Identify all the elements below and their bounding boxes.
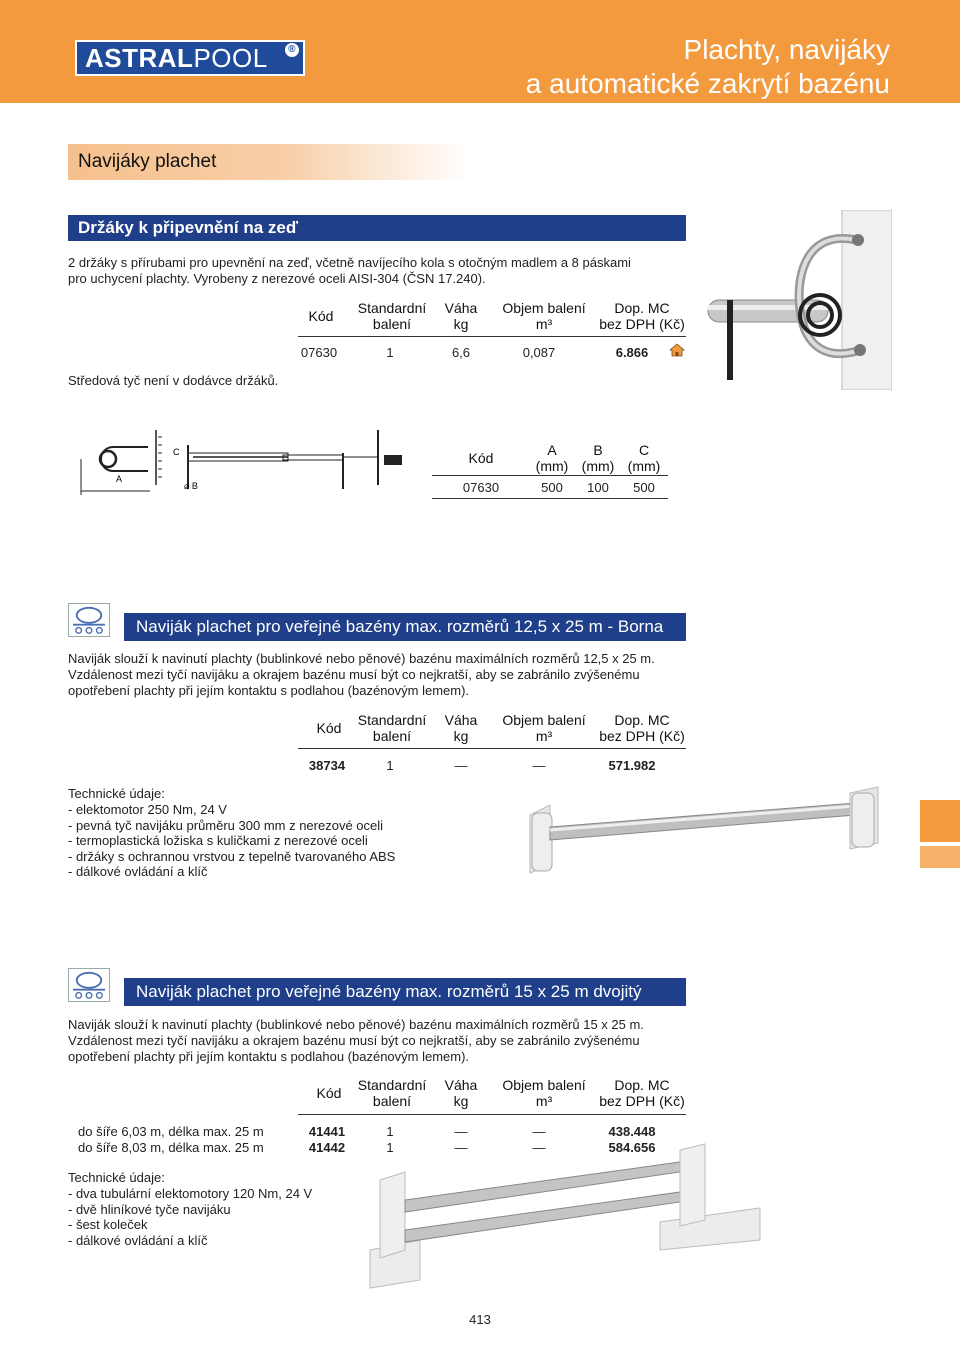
- s1-th-objem: [494, 300, 594, 332]
- s1-th-objem-2: m³: [535, 316, 553, 332]
- s1-td-std: 1: [386, 345, 394, 360]
- s2-th-objem: [494, 712, 594, 744]
- s1-dim-divider: [432, 475, 668, 476]
- reel-photo: [510, 785, 890, 880]
- s2-th-kod: Kód: [316, 720, 342, 736]
- s1-title-bar: Držáky k připevnění na zeď: [68, 215, 686, 241]
- s3-th-std-2: balení: [372, 1093, 412, 1109]
- s2-th-dop-2: bez DPH (Kč): [599, 728, 685, 744]
- s1-th-vaha-1: Váha: [444, 300, 478, 316]
- wall-bracket-photo: [700, 210, 892, 390]
- s1-th-std: [350, 300, 434, 332]
- s2-th-vaha: [436, 712, 486, 744]
- dim-label-a: A: [116, 474, 123, 484]
- s1-dim-th-b-1: B: [593, 442, 603, 458]
- s1-note: Středová tyč není v dodávce držáků.: [68, 373, 279, 388]
- s3-th-objem-2: m³: [535, 1093, 553, 1109]
- s2-th-vaha-2: kg: [453, 728, 469, 744]
- s2-th-std: [350, 712, 434, 744]
- s3-th-vaha: [436, 1077, 486, 1109]
- s3-td-vaha: —: [454, 1124, 468, 1139]
- dim-label-b: ⌀ B: [184, 481, 198, 491]
- s3-th-vaha-2: kg: [453, 1093, 469, 1109]
- s3-row-label: do šíře 6,03 m, délka max. 25 m: [78, 1124, 264, 1139]
- s1-dim-td-a: 500: [541, 480, 563, 495]
- s1-dim-th-a-1: A: [547, 442, 557, 458]
- page-title-line-2: a automatické zakrytí bazénu: [525, 68, 890, 99]
- s1-td-vaha: 6,6: [451, 345, 471, 360]
- s3-th-std-1: Standardní: [357, 1077, 427, 1093]
- astralpool-logo: [75, 40, 305, 76]
- s1-th-vaha-2: kg: [453, 316, 469, 332]
- s3-th-std: [350, 1077, 434, 1109]
- s3-th-dop: [594, 1077, 690, 1109]
- s1-dim-bottom-line: [432, 498, 668, 499]
- logo-text-2: POOL: [193, 43, 268, 73]
- s1-desc-line-1: 2 držáky s přírubami pro upevnění na zeď, včetně navíjecího kola s otočným madlem a 8 páskami: [68, 255, 631, 270]
- s3-th-dop-1: Dop. MC: [614, 1077, 670, 1093]
- s1-th-kod: Kód: [308, 308, 334, 324]
- s3-td-objem: —: [532, 1140, 546, 1155]
- s1-dim-th-b-2: (mm): [581, 458, 615, 474]
- s1-th-std-2: balení: [372, 316, 412, 332]
- s3-td-objem: —: [532, 1124, 546, 1139]
- s1-dim-td-b: 100: [587, 480, 609, 495]
- s1-dim-td-kod: 07630: [462, 480, 500, 495]
- s3-tech-item: - dva tubulární elektomotory 120 Nm, 24 V: [68, 1186, 313, 1201]
- s2-td-objem: —: [532, 758, 546, 773]
- s1-dim-td-c: 500: [633, 480, 655, 495]
- s3-th-kod: Kód: [316, 1085, 342, 1101]
- pool-cover-icon: [68, 603, 110, 637]
- s2-table-divider: [298, 748, 686, 749]
- s1-description: [68, 255, 688, 287]
- s2-th-std-1: Standardní: [357, 712, 427, 728]
- s2-title-bar: Naviják plachet pro veřejné bazény max. rozměrů 12,5 x 25 m - Borna: [124, 613, 686, 641]
- s2-tech-item: - termoplastická ložiska s kuličkami z nerezové oceli: [68, 833, 368, 848]
- s2-td-std: 1: [386, 758, 394, 773]
- registered-icon: ®: [285, 43, 299, 57]
- s2-tech-item: - elektomotor 250 Nm, 24 V: [68, 802, 227, 817]
- s2-td-price: 571.982: [608, 758, 656, 773]
- s3-td-vaha: —: [454, 1140, 468, 1155]
- s3-tech-item: - dvě hliníkové tyče navijáku: [68, 1201, 231, 1217]
- s3-th-objem: [494, 1077, 594, 1109]
- dim-label-c: C: [173, 447, 180, 457]
- s2-desc-line-3: opotřebení plachty při jejím kontaktu s podlahou (bazénovým lemem).: [68, 683, 470, 698]
- s3-td-kod: 41442: [308, 1140, 346, 1155]
- s3-row-label: do šíře 8,03 m, délka max. 25 m: [78, 1140, 264, 1155]
- s1-td-kod: 07630: [300, 345, 338, 360]
- dimension-drawing: [78, 425, 408, 497]
- s2-description: [68, 651, 688, 699]
- s3-th-objem-1: Objem balení: [502, 1077, 586, 1093]
- s2-td-vaha: —: [454, 758, 468, 773]
- s3-td-price: 438.448: [608, 1124, 656, 1139]
- s1-th-dop-1: Dop. MC: [614, 300, 670, 316]
- s3-td-std: 1: [386, 1124, 394, 1139]
- s2-th-objem-1: Objem balení: [502, 712, 586, 728]
- s1-table-divider: [298, 336, 686, 337]
- side-tab-orange-light: [920, 846, 960, 868]
- page-title-line-1: Plachty, navijáky: [683, 34, 890, 65]
- s2-th-dop: [594, 712, 690, 744]
- s1-th-vaha: [436, 300, 486, 332]
- pool-cover-icon: [68, 968, 110, 1002]
- s2-th-dop-1: Dop. MC: [614, 712, 670, 728]
- s3-tech-title: Technické údaje:: [68, 1170, 165, 1185]
- s3-desc-line-2: Vzdálenost mezi tyčí navijáku a okrajem bazénu musí být co nejkratší, aby se zabránilo zvýšenému: [68, 1033, 640, 1048]
- s3-title-bar: Naviják plachet pro veřejné bazény max. rozměrů 15 x 25 m dvojitý: [124, 978, 686, 1006]
- s1-th-dop: [594, 300, 690, 332]
- s2-tech-item: - dálkové ovládání a klíč: [68, 864, 208, 879]
- page-title: [526, 33, 890, 101]
- s1-dim-th-c-2: (mm): [627, 458, 661, 474]
- s1-dim-th-b: [574, 442, 622, 474]
- s2-tech-item: - pevná tyč navijáku průměru 300 mm z nerezové oceli: [68, 817, 384, 833]
- s1-th-objem-1: Objem balení: [502, 300, 586, 316]
- s3-td-std: 1: [386, 1140, 394, 1155]
- double-reel-photo: [360, 1140, 770, 1290]
- s1-dim-th-a-2: (mm): [535, 458, 569, 474]
- s3-tech-item: - šest koleček: [68, 1217, 148, 1232]
- s2-desc-line-1: Naviják slouží k navinutí plachty (bublinkové nebo pěnové) bazénu maximálních rozměrů 12,5 x 25 m.: [68, 651, 655, 666]
- s1-dim-th-c-1: C: [638, 442, 650, 458]
- s1-dim-th-c: [620, 442, 668, 474]
- s1-dim-th-a: [528, 442, 576, 474]
- logo-text-1: ASTRAL: [85, 43, 194, 73]
- s2-th-std-2: balení: [372, 728, 412, 744]
- page-number: 413: [469, 1312, 491, 1327]
- side-tab-orange: [920, 800, 960, 842]
- s2-td-kod: 38734: [308, 758, 346, 773]
- s2-th-objem-2: m³: [535, 728, 553, 744]
- s3-table-divider: [298, 1114, 686, 1115]
- s1-th-dop-2: bez DPH (Kč): [599, 316, 685, 332]
- s2-tech-list: [68, 802, 395, 880]
- section-title: [68, 144, 468, 180]
- section-title-text: Navijáky plachet: [78, 151, 217, 172]
- s3-tech-list: [68, 1186, 312, 1248]
- s3-td-price: 584.656: [608, 1140, 656, 1155]
- s3-description: [68, 1017, 688, 1065]
- s2-tech-item: - držáky s ochrannou vrstvou z tepelně tvarovaného ABS: [68, 848, 396, 864]
- s2-th-vaha-1: Váha: [444, 712, 478, 728]
- s1-th-std-1: Standardní: [357, 300, 427, 316]
- s3-td-kod: 41441: [308, 1124, 346, 1139]
- s1-td-price: 6.866: [615, 345, 649, 360]
- s1-desc-line-2: pro uchycení plachty. Vyrobeny z nerezové oceli AISI-304 (ČSN 17.240).: [68, 271, 486, 286]
- s3-th-dop-2: bez DPH (Kč): [599, 1093, 685, 1109]
- s1-td-objem: 0,087: [522, 345, 556, 360]
- s3-tech-item: - dálkové ovládání a klíč: [68, 1232, 208, 1248]
- s2-desc-line-2: Vzdálenost mezi tyčí navijáku a okrajem bazénu musí být co nejkratší, aby se zabránilo zvýšenému: [68, 667, 640, 682]
- s3-desc-line-3: opotřebení plachty při jejím kontaktu s podlahou (bazénovým lemem).: [68, 1049, 470, 1064]
- s3-desc-line-1: Naviják slouží k navinutí plachty (bublinkové nebo pěnové) bazénu maximálních rozměrů 15 x 25 m.: [68, 1017, 644, 1032]
- s2-tech-title: Technické údaje:: [68, 786, 165, 801]
- house-icon: [669, 343, 685, 357]
- s3-th-vaha-1: Váha: [444, 1077, 478, 1093]
- s1-dim-th-kod: Kód: [468, 450, 494, 466]
